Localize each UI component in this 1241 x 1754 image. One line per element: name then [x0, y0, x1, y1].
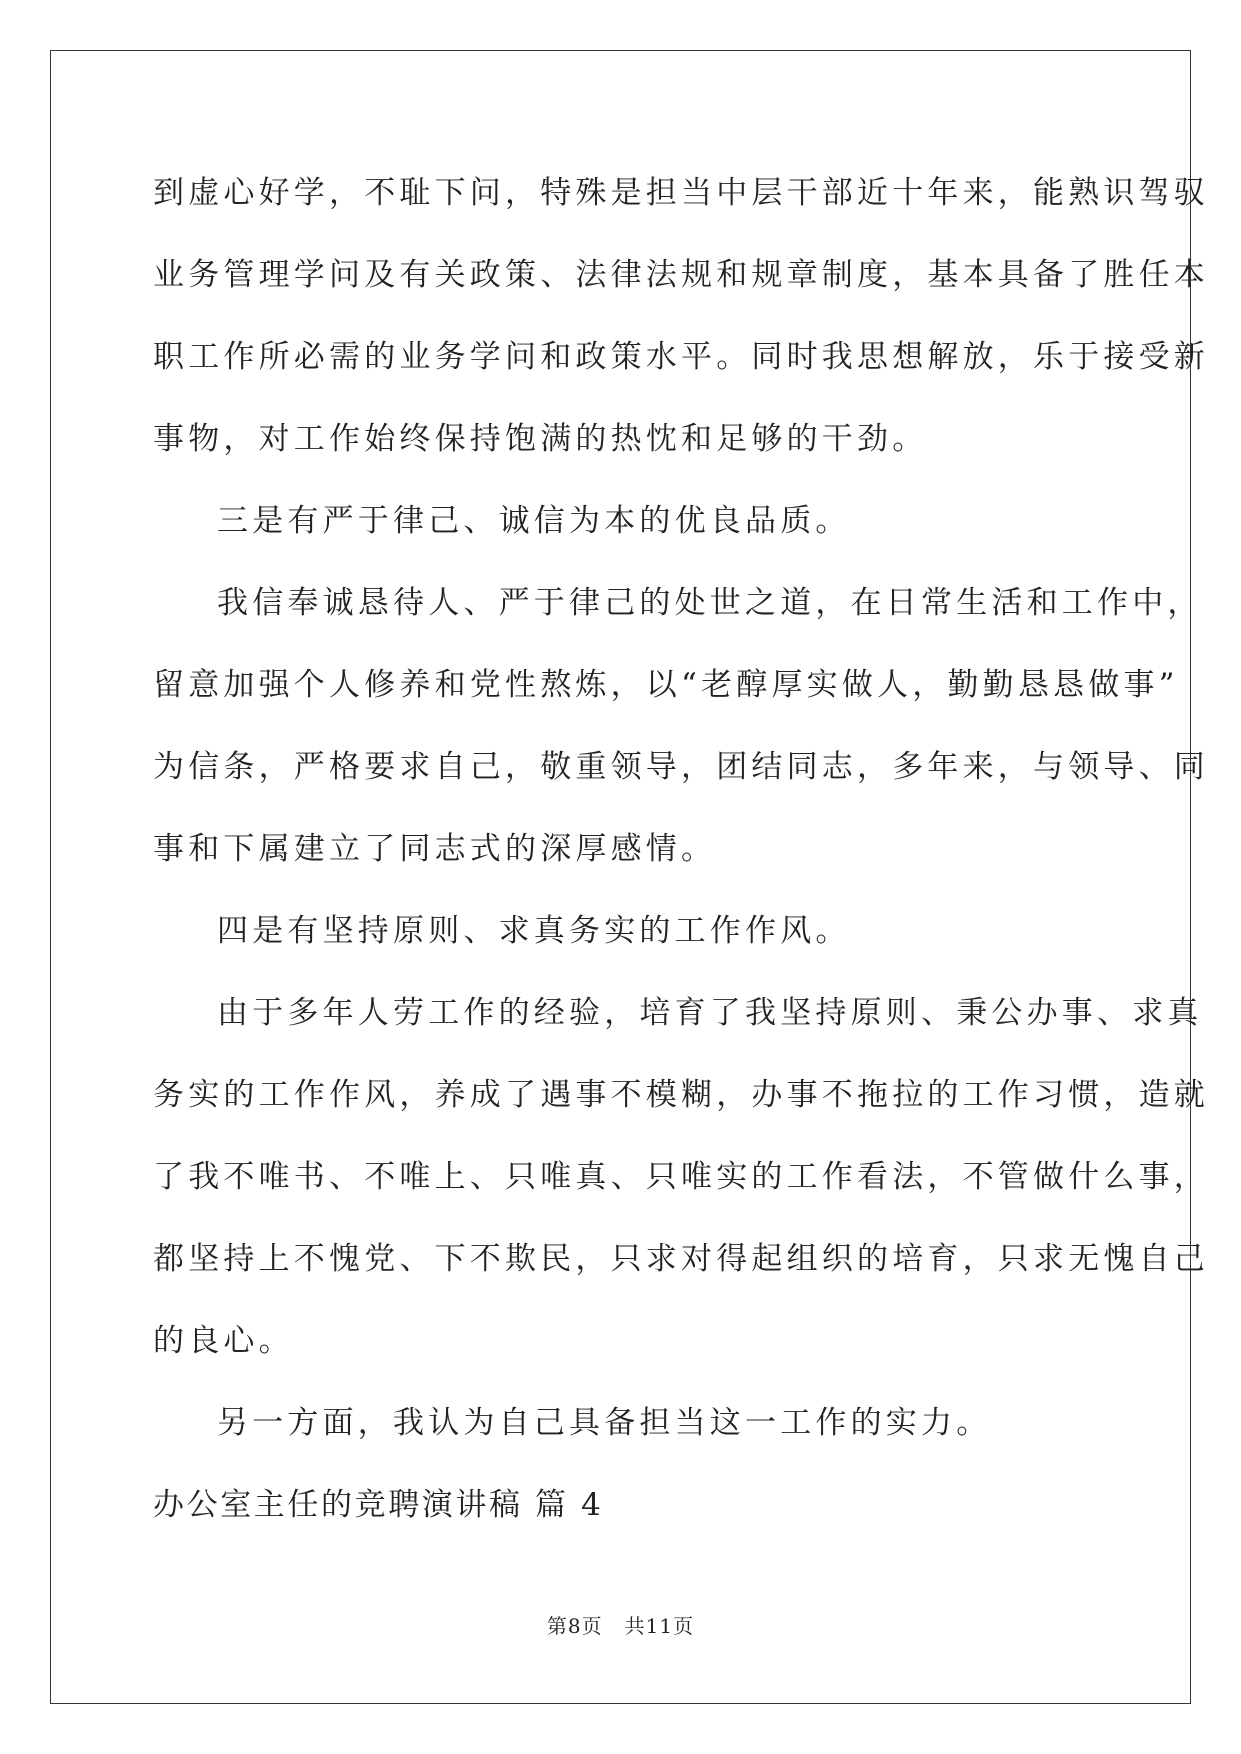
text-line: 都坚持上不愧党、下不欺民，只求对得起组织的培育，只求无愧自己 [153, 1241, 1209, 1277]
text-line: 到虚心好学，不耻下问，特殊是担当中层干部近十年来，能熟识驾驭 [153, 175, 1209, 211]
text-line: 事物，对工作始终保持饱满的热忱和足够的干劲。 [153, 421, 928, 457]
text-line: 事和下属建立了同志式的深厚感情。 [153, 831, 717, 867]
article-title: 办公室主任的竞聘演讲稿 篇 4 [153, 1487, 604, 1523]
text-line: 了我不唯书、不唯上、只唯真、只唯实的工作看法，不管做什么事， [153, 1159, 1209, 1195]
text-line: 由于多年人劳工作的经验，培育了我坚持原则、秉公办事、求真 [217, 995, 1203, 1031]
page-footer [0, 1610, 1241, 1639]
text-line: 我信奉诚恳待人、严于律己的处世之道，在日常生活和工作中， [217, 585, 1203, 621]
text-line: 业务管理学问及有关政策、法律法规和规章制度，基本具备了胜任本 [153, 257, 1209, 293]
document-body [153, 166, 1209, 1560]
section-heading-three: 三是有严于律己、诚信为本的优良品质。 [217, 503, 851, 539]
text-line: 务实的工作作风，养成了遇事不模糊，办事不拖拉的工作习惯，造就 [153, 1077, 1209, 1113]
text-line: 为信条，严格要求自己，敬重领导，团结同志，多年来，与领导、同 [153, 749, 1209, 785]
text-line: 留意加强个人修养和党性熬炼，以“老醇厚实做人，勤勤恳恳做事” [153, 667, 1179, 703]
section-heading-four: 四是有坚持原则、求真务实的工作作风。 [217, 913, 851, 949]
current-page-number: 第8页 [546, 1614, 603, 1638]
text-line: 的良心。 [153, 1323, 294, 1359]
text-line: 职工作所必需的业务学问和政策水平。同时我思想解放，乐于接受新 [153, 339, 1209, 375]
total-pages: 共11页 [624, 1614, 695, 1638]
text-line: 另一方面，我认为自己具备担当这一工作的实力。 [217, 1405, 992, 1441]
